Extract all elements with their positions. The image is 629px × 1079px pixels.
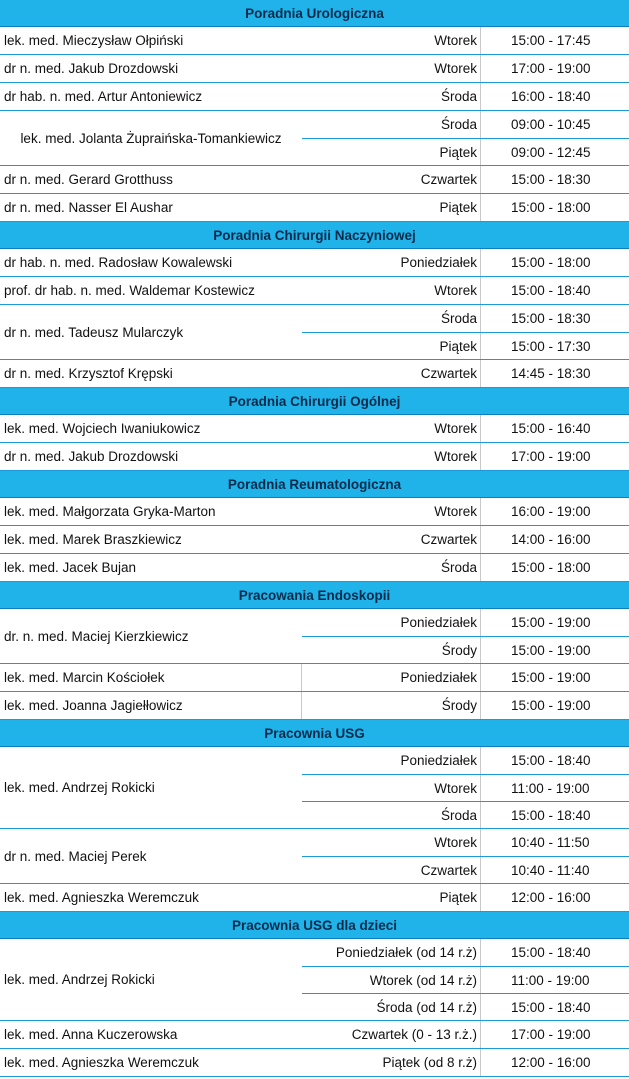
weekday: Wtorek	[434, 449, 477, 464]
hours-slot	[302, 774, 629, 801]
doctor-row	[0, 360, 629, 388]
doctor-row	[0, 609, 629, 664]
doctor-name: lek. med. Mieczysław Ołpiński	[4, 33, 184, 48]
hours-slot	[302, 332, 629, 359]
doctor-name: lek. med. Marek Braszkiewicz	[4, 532, 182, 547]
section-header: Pracownia USG dla dzieci	[0, 912, 629, 939]
time-range: 15:00 - 18:30	[480, 166, 629, 193]
office-hours	[302, 360, 629, 387]
doctor-name: lek. med. Jacek Bujan	[4, 560, 137, 575]
weekday: Środa	[440, 808, 477, 823]
time-range: 15:00 - 18:40	[480, 802, 629, 828]
office-hours	[302, 609, 629, 663]
time-range: 15:00 - 17:30	[480, 333, 629, 359]
weekday: Czwartek	[420, 366, 477, 381]
doctor-name: dr n. med. Jakub Drozdowski	[4, 449, 179, 464]
hours-slot	[302, 138, 629, 165]
office-hours	[302, 249, 629, 276]
hours-slot	[302, 277, 629, 304]
office-hours	[302, 415, 629, 442]
weekday: Poniedziałek	[400, 615, 477, 630]
weekday: Środy	[441, 643, 477, 658]
time-range: 15:00 - 16:40	[480, 415, 629, 442]
section-header: Poradnia Reumatologiczna	[0, 471, 629, 498]
hours-slot	[302, 166, 629, 193]
doctor-name: lek. med. Agnieszka Weremczuk	[4, 890, 199, 905]
hours-slot	[302, 305, 629, 332]
office-hours	[302, 526, 629, 553]
time-range: 16:00 - 19:00	[480, 498, 629, 525]
doctor-row	[0, 166, 629, 194]
doctor-name: dr n. med. Tadeusz Mularczyk	[4, 324, 184, 340]
hours-slot	[302, 829, 629, 856]
doctor-row	[0, 829, 629, 884]
hours-slot	[302, 83, 629, 110]
doctor-name: lek. med. Jolanta Żupraińska-Tomankiewicz	[20, 130, 282, 146]
hours-slot	[302, 609, 629, 636]
office-hours	[302, 83, 629, 110]
doctor-name: prof. dr hab. n. med. Waldemar Kostewicz	[4, 283, 255, 298]
doctor-name: lek. med. Agnieszka Weremczuk	[4, 1055, 199, 1070]
time-range: 10:40 - 11:50	[480, 829, 629, 856]
weekday: Piątek (od 8 r.ż)	[382, 1055, 477, 1070]
doctor-name: lek. med. Andrzej Rokicki	[4, 780, 155, 795]
hours-slot	[302, 801, 629, 828]
time-range: 15:00 - 18:40	[480, 277, 629, 304]
weekday: Poniedziałek	[400, 753, 477, 768]
doctor-name: dr n. med. Nasser El Aushar	[4, 200, 173, 215]
doctor-name: lek. med. Wojciech Iwaniukowicz	[4, 421, 201, 436]
hours-slot	[302, 966, 629, 993]
hours-slot	[302, 554, 629, 581]
hours-slot	[302, 55, 629, 82]
weekday: Środa	[440, 311, 477, 326]
time-range: 14:45 - 18:30	[480, 360, 629, 387]
doctor-name: lek. med. Małgorzata Gryka-Marton	[4, 504, 216, 519]
office-hours	[302, 194, 629, 221]
time-range: 15:00 - 18:00	[480, 554, 629, 581]
weekday: Poniedziałek	[400, 255, 477, 270]
doctor-row	[0, 415, 629, 443]
weekday: Poniedziałek	[400, 670, 477, 685]
time-range: 17:00 - 19:00	[480, 1021, 629, 1048]
section-header: Poradnia Chirurgii Ogólnej	[0, 388, 629, 415]
weekday: Czwartek	[420, 532, 477, 547]
office-hours	[302, 692, 629, 719]
doctor-row	[0, 83, 629, 111]
doctor-row	[0, 884, 629, 912]
doctor-name: dr n. med. Gerard Grotthuss	[4, 172, 173, 187]
hours-slot	[302, 443, 629, 470]
doctor-name: lek. med. Joanna Jagiełłowicz	[0, 692, 302, 719]
time-range: 16:00 - 18:40	[480, 83, 629, 110]
doctor-row	[0, 249, 629, 277]
time-range: 15:00 - 18:40	[480, 747, 629, 774]
time-range: 15:00 - 18:00	[480, 194, 629, 221]
office-hours	[302, 939, 629, 1020]
doctor-name: dr n. med. Krzysztof Krępski	[4, 366, 173, 381]
office-hours	[302, 554, 629, 581]
weekday: Środa	[440, 560, 477, 575]
weekday: Środy	[441, 698, 477, 713]
office-hours	[302, 277, 629, 304]
time-range: 10:40 - 11:40	[480, 857, 629, 883]
hours-slot	[302, 636, 629, 663]
office-hours	[302, 829, 629, 883]
weekday: Wtorek	[434, 835, 477, 850]
time-range: 12:00 - 16:00	[480, 1049, 629, 1076]
time-range: 15:00 - 18:40	[480, 994, 629, 1020]
office-hours	[302, 27, 629, 54]
doctor-row	[0, 664, 629, 692]
doctor-row	[0, 939, 629, 1021]
hours-slot	[302, 526, 629, 553]
time-range: 15:00 - 19:00	[480, 664, 629, 691]
doctor-row	[0, 498, 629, 526]
weekday: Czwartek	[420, 172, 477, 187]
weekday: Piątek	[439, 339, 477, 354]
doctor-name: dr hab. n. med. Radosław Kowalewski	[4, 255, 233, 270]
time-range: 15:00 - 19:00	[480, 637, 629, 663]
weekday: Czwartek	[420, 863, 477, 878]
office-hours	[302, 111, 629, 165]
doctor-row	[0, 277, 629, 305]
office-hours	[302, 664, 629, 691]
doctor-row	[0, 194, 629, 222]
doctor-row	[0, 55, 629, 83]
doctor-name: lek. med. Andrzej Rokicki	[4, 972, 155, 987]
doctor-row	[0, 1021, 629, 1049]
doctor-row	[0, 526, 629, 554]
time-range: 12:00 - 16:00	[480, 884, 629, 911]
hours-slot	[302, 884, 629, 911]
hours-slot	[302, 498, 629, 525]
weekday: Wtorek	[434, 33, 477, 48]
weekday: Wtorek (od 14 r.ż)	[369, 973, 477, 988]
section-header: Pracowania Endoskopii	[0, 582, 629, 609]
doctor-row	[0, 443, 629, 471]
office-hours	[302, 55, 629, 82]
doctor-name: dr. n. med. Maciej Kierzkiewicz	[4, 628, 189, 644]
weekday: Piątek	[439, 200, 477, 215]
hours-slot	[302, 415, 629, 442]
doctor-name: dr hab. n. med. Artur Antoniewicz	[4, 89, 203, 104]
weekday: Środa	[440, 89, 477, 104]
doctor-row	[0, 747, 629, 829]
time-range: 15:00 - 17:45	[480, 27, 629, 54]
time-range: 17:00 - 19:00	[480, 55, 629, 82]
weekday: Czwartek (0 - 13 r.ż.)	[351, 1027, 477, 1042]
doctor-row	[0, 305, 629, 360]
weekday: Wtorek	[434, 781, 477, 796]
hours-slot	[302, 1049, 629, 1076]
hours-slot	[302, 993, 629, 1020]
doctor-name: dr n. med. Jakub Drozdowski	[4, 61, 179, 76]
doctor-row	[0, 27, 629, 55]
doctor-name: dr n. med. Maciej Perek	[4, 848, 147, 864]
time-range: 11:00 - 19:00	[480, 775, 629, 801]
doctor-row	[0, 1049, 629, 1077]
office-hours	[302, 305, 629, 359]
hours-slot	[302, 194, 629, 221]
hours-slot	[302, 249, 629, 276]
office-hours	[302, 498, 629, 525]
time-range: 15:00 - 18:00	[480, 249, 629, 276]
hours-slot	[302, 360, 629, 387]
weekday: Wtorek	[434, 504, 477, 519]
time-range: 09:00 - 12:45	[480, 139, 629, 165]
section-header: Poradnia Chirurgii Naczyniowej	[0, 222, 629, 249]
time-range: 15:00 - 18:40	[480, 939, 629, 966]
time-range: 15:00 - 19:00	[480, 609, 629, 636]
doctor-row	[0, 692, 629, 720]
time-range: 15:00 - 19:00	[480, 692, 629, 719]
time-range: 09:00 - 10:45	[480, 111, 629, 138]
hours-slot	[302, 692, 629, 719]
weekday: Środa (od 14 r.ż)	[376, 1000, 477, 1015]
weekday: Poniedziałek (od 14 r.ż)	[335, 945, 477, 960]
office-hours	[302, 747, 629, 828]
office-hours	[302, 884, 629, 911]
section-header: Pracownia USG	[0, 720, 629, 747]
section-header: Poradnia Urologiczna	[0, 0, 629, 27]
hours-slot	[302, 747, 629, 774]
hours-slot	[302, 664, 629, 691]
hours-slot	[302, 27, 629, 54]
hours-slot	[302, 1021, 629, 1048]
hours-slot	[302, 856, 629, 883]
doctor-name: lek. med. Marcin Kościołek	[0, 664, 302, 691]
weekday: Piątek	[439, 890, 477, 905]
office-hours	[302, 1021, 629, 1048]
time-range: 15:00 - 18:30	[480, 305, 629, 332]
weekday: Wtorek	[434, 421, 477, 436]
weekday: Wtorek	[434, 61, 477, 76]
office-hours	[302, 166, 629, 193]
time-range: 17:00 - 19:00	[480, 443, 629, 470]
office-hours	[302, 443, 629, 470]
weekday: Środa	[440, 117, 477, 132]
doctor-row	[0, 554, 629, 582]
hours-slot	[302, 111, 629, 138]
time-range: 11:00 - 19:00	[480, 967, 629, 993]
weekday: Piątek	[439, 145, 477, 160]
doctor-name: lek. med. Anna Kuczerowska	[4, 1027, 178, 1042]
doctor-row	[0, 111, 629, 166]
office-hours	[302, 1049, 629, 1076]
time-range: 14:00 - 16:00	[480, 526, 629, 553]
weekday: Wtorek	[434, 283, 477, 298]
hours-slot	[302, 939, 629, 966]
